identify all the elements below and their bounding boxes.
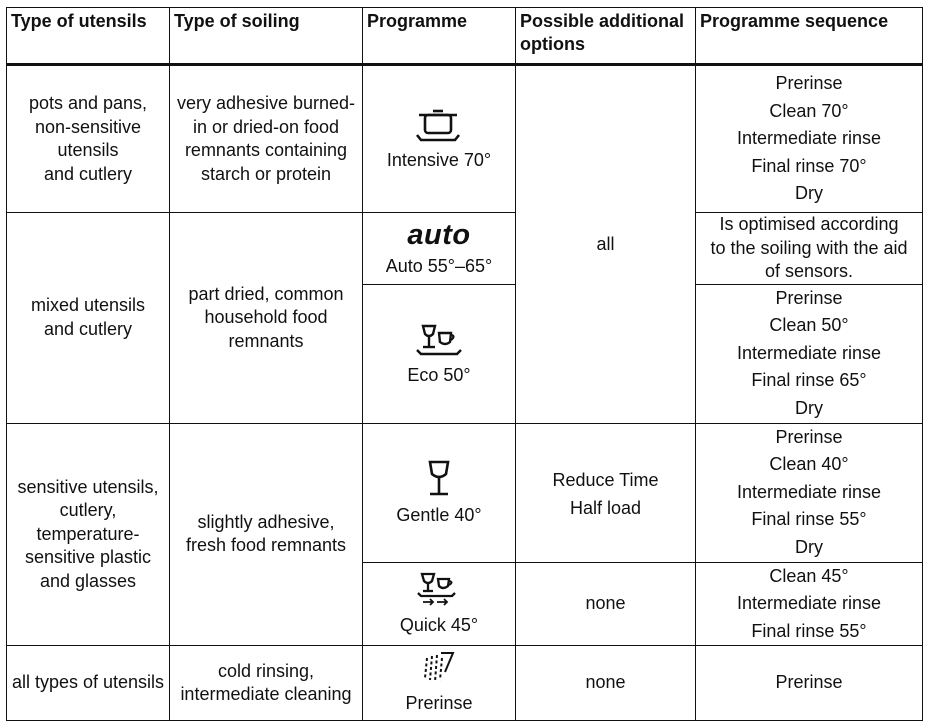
programme-label: Quick 45° [399, 615, 479, 635]
wine-glass-icon [419, 458, 459, 500]
utensils-cell: pots and pans, non-sensitive utensils and cutlery [7, 65, 170, 213]
programme-label: Auto 55°–65° [385, 255, 493, 276]
programme-label: Prerinse [405, 693, 473, 714]
soiling-cell: part dried, common household food remnants [170, 213, 363, 424]
header-row [7, 8, 923, 65]
sequence-cell: Prerinse Clean 50° Intermediate rinse Final rinse 65° Dry [696, 284, 923, 423]
utensils-cell: sensitive utensils, cutlery, temperature- sensitive plastic and glasses [7, 423, 170, 646]
options-cell: Reduce Time Half load [516, 423, 696, 562]
programme-cell [363, 646, 516, 721]
sequence-cell: Prerinse Clean 40° Intermediate rinse Final rinse 55° Dry [696, 423, 923, 562]
programme-table [6, 7, 923, 721]
options-cell: all [516, 65, 696, 424]
header-options: Possible additional options [516, 8, 696, 65]
programme-cell [363, 284, 516, 423]
header-utensils: Type of utensils [7, 8, 170, 65]
table-row-prerinse [7, 646, 923, 721]
header-programme: Programme [363, 8, 516, 65]
glass-cup-icon [413, 320, 465, 360]
programme-cell [363, 65, 516, 213]
programme-cell [363, 423, 516, 562]
table-row-gentle [7, 423, 923, 562]
sequence-cell: Clean 45° Intermediate rinse Final rinse 55° [696, 562, 923, 646]
utensils-cell: all types of utensils [7, 646, 170, 721]
utensils-cell: mixed utensils and cutlery [7, 213, 170, 424]
soiling-cell: slightly adhesive, fresh food remnants [170, 423, 363, 646]
sequence-cell: Is optimised according to the soiling with the aid of sensors. [696, 213, 923, 285]
header-sequence: Programme sequence [696, 8, 923, 65]
sequence-cell: Prerinse [696, 646, 923, 721]
options-cell: none [516, 646, 696, 721]
pot-icon [411, 105, 467, 145]
options-cell: none [516, 562, 696, 646]
soiling-cell: very adhesive burned- in or dried-on food remnants containing starch or protein [170, 65, 363, 213]
sequence-cell: Prerinse Clean 70° Intermediate rinse Final rinse 70° Dry [696, 65, 923, 213]
soiling-cell: cold rinsing, intermediate cleaning [170, 646, 363, 721]
auto-logo: auto [407, 218, 471, 251]
programme-label: Gentle 40° [396, 504, 482, 525]
quick-wash-icon [414, 570, 464, 610]
programme-label: Eco 50° [407, 364, 471, 385]
shower-icon [419, 650, 459, 688]
programme-cell [363, 562, 516, 646]
table-row-auto [7, 213, 923, 285]
programme-label: Intensive 70° [386, 150, 492, 171]
header-soiling: Type of soiling [170, 8, 363, 65]
table-row-intensive [7, 65, 923, 213]
programme-cell [363, 213, 516, 285]
